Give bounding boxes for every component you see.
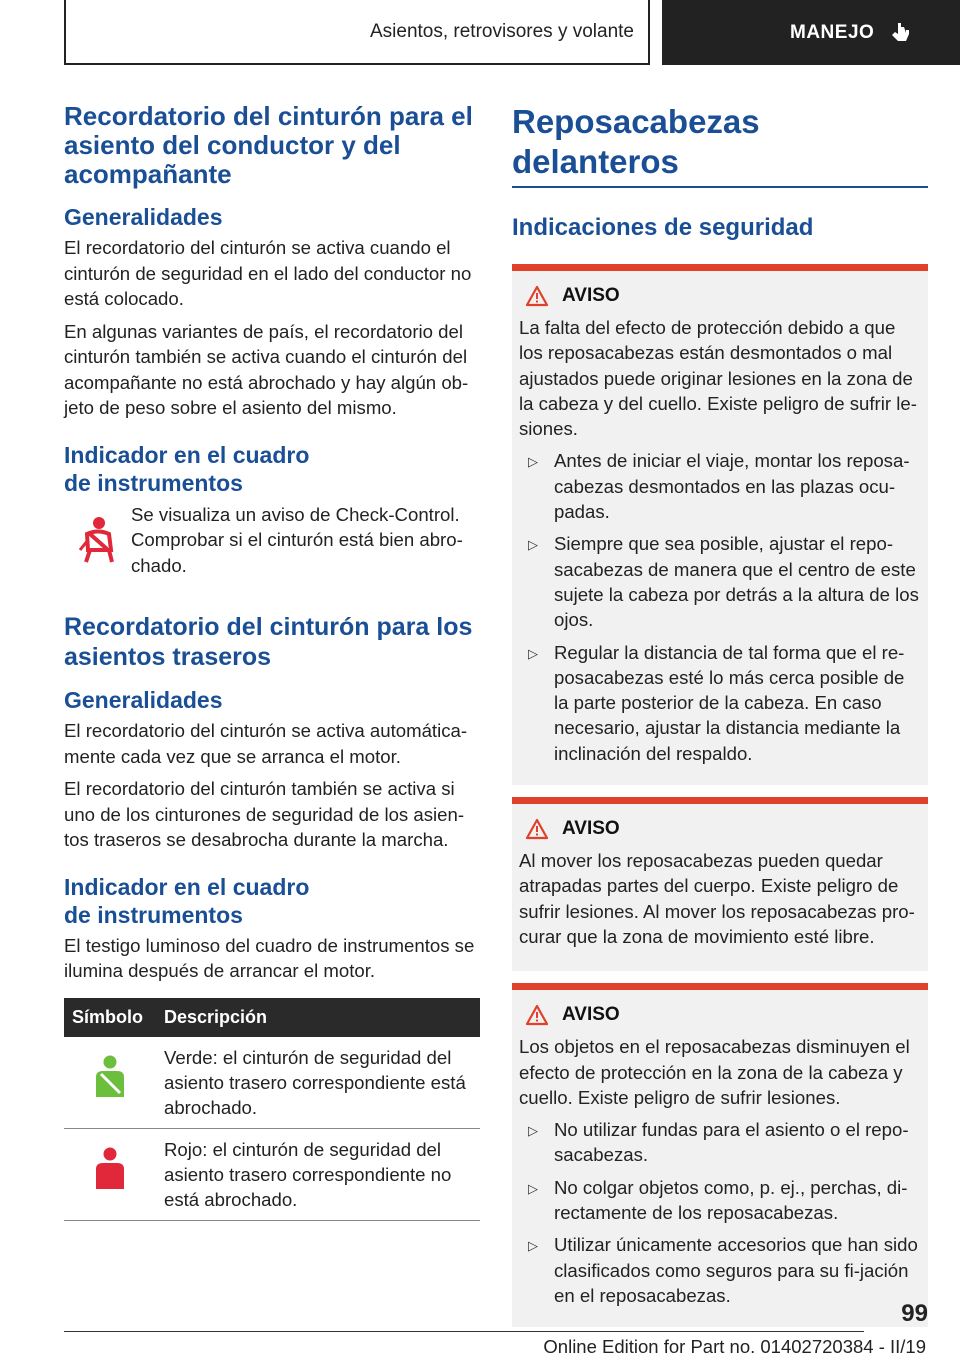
seatbelt-red-icon bbox=[93, 1147, 127, 1191]
right-column bbox=[512, 102, 928, 1327]
list-item: ▷ Antes de iniciar el viaje, montar los reposa‐cabezas desmontados en las plazas ocu‐padas. bbox=[519, 448, 921, 524]
heading-indicator-1-line2: de instrumentos bbox=[64, 469, 243, 496]
steering-hand-icon bbox=[888, 21, 912, 45]
table-header-row bbox=[64, 998, 480, 1037]
table-cell-description: Verde: el cinturón de seguridad del asiento trasero correspondiente está abrochado. bbox=[156, 1037, 480, 1129]
indicator-1-row bbox=[64, 502, 480, 579]
seatbelt-green-icon bbox=[93, 1055, 127, 1099]
warning-title-text: AVISO bbox=[562, 285, 620, 306]
list-item: ▷ No colgar objetos como, p. ej., perchas, di‐rectamente de los reposacabezas. bbox=[519, 1175, 921, 1226]
table-header-symbol: Símbolo bbox=[64, 998, 156, 1037]
header-chapter-tab bbox=[662, 0, 960, 65]
warning-text: La falta del efecto de protección debido a que los reposacabezas están desmontados o mal ajustados puede originar lesiones en la zona de la cabeza y del cuello. Existe peligro de sufrir le‐siones. bbox=[519, 317, 917, 440]
heading-indicator-1-line1: Indicador en el cuadro bbox=[64, 441, 310, 468]
footer-edition: Online Edition for Part no. 01402720384 - II/19 bbox=[543, 1336, 926, 1357]
list-item: ▷ Siempre que sea posible, ajustar el repo‐sacabezas de manera que el centro de este sujete la cabeza por detrás a la altura de los ojos. bbox=[519, 531, 921, 632]
indicator-1-text: Se visualiza un aviso de Check-Control. Comprobar si el cinturón está bien abro‐chado. bbox=[131, 503, 463, 576]
bullet-triangle-icon: ▷ bbox=[528, 1123, 538, 1139]
footer-rule bbox=[64, 1331, 864, 1332]
warning-title bbox=[519, 1004, 921, 1026]
table-cell-symbol bbox=[64, 1128, 156, 1220]
left-column bbox=[64, 102, 480, 1221]
heading-indicator-2-line1: Indicador en el cuadro bbox=[64, 873, 310, 900]
table-row bbox=[64, 1037, 480, 1129]
heading-general-1: Generalidades bbox=[64, 204, 223, 230]
warning-box-1 bbox=[512, 264, 928, 785]
heading-indicator-2-line2: de instrumentos bbox=[64, 901, 243, 928]
table-cell-symbol bbox=[64, 1037, 156, 1129]
warning-list bbox=[519, 448, 921, 766]
page-number: 99 bbox=[901, 1300, 928, 1327]
paragraph-4: El recordatorio del cinturón también se activa si uno de los cinturones de seguridad de los asien‐tos traseros se desabrocha durante la marcha. bbox=[64, 778, 465, 850]
bullet-triangle-icon: ▷ bbox=[528, 1180, 538, 1196]
list-item: ▷ No utilizar fundas para el asiento o el repo‐sacabezas. bbox=[519, 1117, 921, 1168]
warning-triangle-icon bbox=[525, 818, 549, 840]
section-title-text: Asientos, retrovisores y volante bbox=[369, 20, 634, 42]
warning-list bbox=[519, 1117, 921, 1308]
warning-title-text: AVISO bbox=[562, 1004, 620, 1026]
list-item: ▷ Utilizar únicamente accesorios que han sido clasificados como seguros para su fi‐jación en el reposacabezas. bbox=[519, 1232, 921, 1308]
table-row bbox=[64, 1128, 480, 1220]
seatbelt-warning-icon bbox=[64, 502, 131, 579]
bullet-triangle-icon: ▷ bbox=[528, 1238, 538, 1254]
chapter-title: MANEJO bbox=[790, 21, 875, 43]
paragraph-5: El testigo luminoso del cuadro de instrumentos se ilumina después de arrancar el motor. bbox=[64, 934, 475, 981]
heading-driver-belt-reminder: Recordatorio del cinturón para el asiento del conductor y del acompañante bbox=[64, 101, 473, 189]
warning-title bbox=[519, 818, 921, 840]
warning-title-text: AVISO bbox=[562, 818, 620, 840]
table-cell-description: Rojo: el cinturón de seguridad del asiento trasero correspondiente no está abrochado. bbox=[156, 1128, 480, 1220]
paragraph-2: En algunas variantes de país, el recordatorio del cinturón también se activa cuando el cinturón del acompañante no está abrochado y hay algún ob‐jeto de peso sobre el asiento del mismo. bbox=[64, 320, 469, 418]
warning-box-2 bbox=[512, 797, 928, 971]
warning-text: Al mover los reposacabezas pueden quedar atrapadas partes del cuerpo. Existe peligro de sufrir lesiones. Al mover los reposacabezas pro‐curar que la zona de movimiento esté libre. bbox=[519, 850, 915, 947]
heading-front-headrests: Reposacabezas delanteros bbox=[512, 103, 760, 180]
paragraph-3: El recordatorio del cinturón se activa automática‐mente cada vez que se arranca el motor. bbox=[64, 720, 468, 767]
list-item: ▷ Regular la distancia de tal forma que el re‐posacabezas esté lo más cerca posible de la parte posterior de la cabeza. En caso necesario, ajustar la distancia mediante la inclinación del respaldo. bbox=[519, 640, 921, 766]
warning-title bbox=[519, 285, 921, 307]
heading-indicator-2 bbox=[64, 873, 480, 929]
heading-safety-notes: Indicaciones de seguridad bbox=[512, 214, 814, 241]
heading-general-2: Generalidades bbox=[64, 687, 223, 713]
warning-box-3 bbox=[512, 983, 928, 1327]
warning-triangle-icon bbox=[525, 285, 549, 307]
bullet-triangle-icon: ▷ bbox=[528, 454, 538, 470]
header-section-title bbox=[64, 0, 650, 65]
bullet-triangle-icon: ▷ bbox=[528, 537, 538, 553]
symbol-table bbox=[64, 998, 480, 1221]
heading-rear-belt-reminder: Recordatorio del cinturón para los asientos traseros bbox=[64, 613, 473, 671]
heading-rule bbox=[512, 186, 928, 188]
warning-text: Los objetos en el reposacabezas disminuyen el efecto de protección en la zona de la cabeza y cuello. Existe peligro de sufrir lesiones. bbox=[519, 1036, 910, 1108]
paragraph-1: El recordatorio del cinturón se activa cuando el cinturón de seguridad en el lado del conductor no está colocado. bbox=[64, 237, 472, 309]
heading-indicator-1 bbox=[64, 441, 480, 497]
table-header-description: Descripción bbox=[156, 998, 480, 1037]
warning-triangle-icon bbox=[525, 1004, 549, 1026]
bullet-triangle-icon: ▷ bbox=[528, 645, 538, 661]
